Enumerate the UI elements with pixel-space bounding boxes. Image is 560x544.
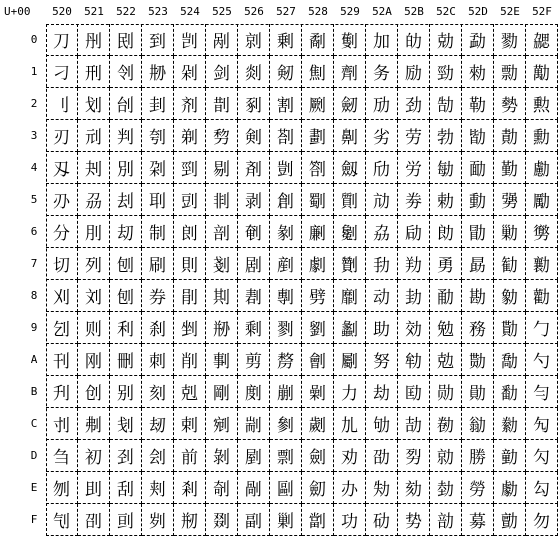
glyph-cell: 刈: [46, 280, 78, 312]
glyph-cell: 别: [110, 376, 142, 408]
glyph-cell: 劳: [398, 120, 430, 152]
glyph-cell: 則: [174, 248, 206, 280]
glyph-cell: 勧: [494, 248, 526, 280]
glyph-cell: 加: [366, 24, 398, 56]
column-header: 526: [244, 5, 264, 18]
glyph-cell: 勶: [526, 216, 558, 248]
glyph-cell: 劣: [366, 120, 398, 152]
glyph-cell: 剪: [238, 344, 270, 376]
glyph-cell: 劾: [398, 472, 430, 504]
glyph-cell: 割: [270, 88, 302, 120]
glyph-cell: 剕: [206, 184, 238, 216]
glyph-cell: 勭: [494, 440, 526, 472]
glyph-cell: 剽: [270, 440, 302, 472]
glyph-cell: 勑: [462, 56, 494, 88]
glyph-cell: 勢: [494, 88, 526, 120]
glyph-cell: 剨: [238, 280, 270, 312]
glyph-cell: 勺: [526, 344, 558, 376]
glyph-cell: 勼: [526, 408, 558, 440]
glyph-cell: 劧: [366, 248, 398, 280]
glyph-cell: 労: [398, 152, 430, 184]
glyph-cell: 剉: [174, 312, 206, 344]
glyph-cell: 剄: [174, 152, 206, 184]
glyph-cell: 分: [46, 216, 78, 248]
column-header: 52F: [532, 5, 552, 18]
glyph-cell: 劘: [334, 280, 366, 312]
glyph-cell: 勓: [462, 120, 494, 152]
glyph-cell: 刜: [78, 408, 110, 440]
glyph-cell: 判: [110, 120, 142, 152]
glyph-cell: 剳: [270, 120, 302, 152]
glyph-cell: 劒: [334, 88, 366, 120]
glyph-cell: 劁: [302, 56, 334, 88]
row-header: 0: [30, 33, 38, 46]
glyph-cell: 剏: [174, 504, 206, 536]
glyph-cell: 劯: [366, 504, 398, 536]
glyph-cell: 剬: [238, 408, 270, 440]
glyph-cell: 刦: [110, 184, 142, 216]
row-header: C: [30, 417, 38, 430]
glyph-cell: 剥: [238, 184, 270, 216]
glyph-cell: 勞: [462, 472, 494, 504]
column-header: 52A: [372, 5, 392, 18]
column-header: 523: [148, 5, 168, 18]
glyph-cell: 劤: [366, 152, 398, 184]
glyph-cell: 剎: [174, 472, 206, 504]
glyph-cell: 剅: [174, 184, 206, 216]
glyph-cell: 刾: [142, 472, 174, 504]
glyph-cell: 勪: [494, 344, 526, 376]
glyph-cell: 劸: [398, 280, 430, 312]
glyph-cell: 刑: [78, 56, 110, 88]
glyph-cell: 刱: [142, 56, 174, 88]
glyph-cell: 刳: [142, 120, 174, 152]
glyph-cell: 刧: [110, 216, 142, 248]
glyph-cell: 勲: [526, 88, 558, 120]
glyph-cell: 劂: [302, 88, 334, 120]
glyph-cell: 勇: [430, 248, 462, 280]
glyph-cell: 劍: [302, 440, 334, 472]
glyph-cell: 剞: [206, 472, 238, 504]
glyph-cell: 勴: [526, 152, 558, 184]
glyph-cell: 剮: [238, 472, 270, 504]
row-header: 9: [30, 321, 38, 334]
column-header: 52E: [500, 5, 520, 18]
glyph-cell: 劜: [334, 408, 366, 440]
glyph-cell: 剴: [270, 152, 302, 184]
glyph-cell: 刭: [110, 440, 142, 472]
glyph-cell: 劀: [302, 24, 334, 56]
glyph-cell: 勄: [430, 152, 462, 184]
glyph-cell: 剁: [174, 56, 206, 88]
row-header: E: [30, 481, 38, 494]
column-header: 52D: [468, 5, 488, 18]
glyph-cell: 刲: [142, 88, 174, 120]
column-header: 527: [276, 5, 296, 18]
glyph-cell: 勖: [462, 216, 494, 248]
glyph-cell: 功: [334, 504, 366, 536]
glyph-cell: 剸: [270, 280, 302, 312]
glyph-cell: 劆: [302, 216, 334, 248]
row-header: 3: [30, 129, 38, 142]
glyph-cell: 力: [334, 376, 366, 408]
glyph-cell: 刋: [46, 376, 78, 408]
glyph-cell: 利: [110, 312, 142, 344]
glyph-cell: 効: [398, 312, 430, 344]
glyph-cell: 剠: [238, 24, 270, 56]
glyph-cell: 劉: [302, 312, 334, 344]
row-header: 7: [30, 257, 38, 270]
glyph-cell: 办: [334, 472, 366, 504]
glyph-cell: 勘: [462, 280, 494, 312]
glyph-cell: 剜: [206, 408, 238, 440]
glyph-cell: 剔: [206, 152, 238, 184]
row-header: F: [30, 513, 38, 526]
glyph-cell: 劋: [302, 376, 334, 408]
row-header: 2: [30, 97, 38, 110]
glyph-cell: 劺: [398, 344, 430, 376]
glyph-cell: 劶: [398, 216, 430, 248]
glyph-cell: 剚: [206, 344, 238, 376]
glyph-cell: 劐: [334, 24, 366, 56]
glyph-cell: 刮: [110, 472, 142, 504]
glyph-cell: 刀: [46, 24, 78, 56]
glyph-cell: 努: [366, 344, 398, 376]
glyph-cell: 劅: [302, 184, 334, 216]
glyph-cell: 刔: [78, 152, 110, 184]
glyph-cell: 剟: [206, 504, 238, 536]
glyph-cell: 势: [398, 504, 430, 536]
glyph-cell: 剩: [238, 312, 270, 344]
glyph-cell: 刣: [110, 88, 142, 120]
glyph-cell: 劵: [398, 184, 430, 216]
row-header: 5: [30, 193, 38, 206]
glyph-cell: 勯: [494, 504, 526, 536]
glyph-cell: 劗: [334, 248, 366, 280]
row-header: 4: [30, 161, 38, 174]
glyph-cell: 励: [398, 56, 430, 88]
glyph-cell: 刂: [46, 88, 78, 120]
row-header: B: [30, 385, 38, 398]
glyph-cell: 剦: [238, 216, 270, 248]
glyph-cell: 勐: [462, 24, 494, 56]
glyph-cell: 刘: [78, 280, 110, 312]
glyph-cell: 勀: [430, 24, 462, 56]
glyph-cell: 募: [462, 504, 494, 536]
glyph-cell: 勅: [430, 184, 462, 216]
glyph-cell: 勵: [526, 184, 558, 216]
glyph-cell: 刅: [46, 184, 78, 216]
glyph-cell: 劷: [398, 248, 430, 280]
row-header: 6: [30, 225, 38, 238]
row-header: 1: [30, 65, 38, 78]
row-header: A: [30, 353, 38, 366]
glyph-cell: 勎: [430, 472, 462, 504]
glyph-cell: 刉: [46, 312, 78, 344]
glyph-cell: 切: [46, 248, 78, 280]
glyph-cell: 劽: [398, 440, 430, 472]
glyph-cell: 勬: [494, 408, 526, 440]
glyph-cell: 劲: [398, 88, 430, 120]
glyph-cell: 勱: [526, 56, 558, 88]
glyph-cell: 刕: [78, 184, 110, 216]
glyph-cell: 勃: [430, 120, 462, 152]
glyph-cell: 刄: [46, 152, 78, 184]
glyph-cell: 勋: [430, 376, 462, 408]
glyph-cell: 剆: [174, 216, 206, 248]
glyph-cell: 勈: [430, 280, 462, 312]
glyph-cell: 勍: [430, 440, 462, 472]
glyph-cell: 劇: [302, 248, 334, 280]
glyph-cell: 勳: [526, 120, 558, 152]
glyph-cell: 刃: [46, 120, 78, 152]
glyph-cell: 勠: [494, 24, 526, 56]
glyph-cell: 勉: [430, 312, 462, 344]
glyph-cell: 勥: [494, 184, 526, 216]
glyph-cell: 劑: [334, 56, 366, 88]
glyph-cell: 劄: [302, 152, 334, 184]
glyph-cell: 劚: [334, 344, 366, 376]
glyph-cell: 剣: [238, 120, 270, 152]
glyph-cell: 前: [174, 440, 206, 472]
glyph-cell: 到: [142, 24, 174, 56]
glyph-cell: 初: [78, 440, 110, 472]
glyph-cell: 剭: [238, 440, 270, 472]
glyph-cell: 剘: [206, 280, 238, 312]
glyph-cell: 剋: [174, 376, 206, 408]
glyph-cell: 勻: [526, 376, 558, 408]
glyph-cell: 劬: [366, 408, 398, 440]
glyph-cell: 创: [78, 376, 110, 408]
character-grid: [46, 24, 558, 536]
column-header: 52B: [404, 5, 424, 18]
column-header: 52C: [436, 5, 456, 18]
row-header: 8: [30, 289, 38, 302]
glyph-cell: 劎: [302, 472, 334, 504]
glyph-cell: 刽: [142, 440, 174, 472]
glyph-cell: 刴: [142, 152, 174, 184]
glyph-cell: 制: [142, 216, 174, 248]
glyph-cell: 劫: [366, 376, 398, 408]
glyph-cell: 劕: [334, 184, 366, 216]
glyph-cell: 勰: [526, 24, 558, 56]
glyph-cell: 刞: [78, 472, 110, 504]
glyph-cell: 勝: [462, 440, 494, 472]
glyph-cell: 劈: [302, 280, 334, 312]
glyph-cell: 刬: [110, 408, 142, 440]
glyph-cell: 剤: [238, 152, 270, 184]
glyph-cell: 剓: [206, 120, 238, 152]
glyph-cell: 勏: [430, 504, 462, 536]
glyph-cell: 刎: [46, 472, 78, 504]
glyph-cell: 劻: [398, 376, 430, 408]
glyph-cell: 剑: [206, 56, 238, 88]
glyph-cell: 刻: [142, 376, 174, 408]
glyph-cell: 刷: [142, 248, 174, 280]
glyph-cell: 勮: [494, 472, 526, 504]
glyph-cell: 劔: [334, 152, 366, 184]
glyph-cell: 勩: [494, 312, 526, 344]
glyph-cell: 剛: [206, 376, 238, 408]
glyph-cell: 剰: [270, 24, 302, 56]
glyph-cell: 勔: [462, 152, 494, 184]
glyph-cell: 剻: [270, 376, 302, 408]
glyph-cell: 勜: [462, 408, 494, 440]
glyph-cell: 刍: [46, 440, 78, 472]
glyph-cell: 剌: [174, 408, 206, 440]
column-header: 525: [212, 5, 232, 18]
glyph-cell: 劥: [366, 184, 398, 216]
glyph-cell: 刌: [46, 408, 78, 440]
glyph-cell: 券: [142, 280, 174, 312]
glyph-cell: 剧: [238, 248, 270, 280]
row-header: D: [30, 449, 38, 462]
glyph-cell: 勹: [526, 312, 558, 344]
glyph-cell: 劌: [302, 408, 334, 440]
column-header: 528: [308, 5, 328, 18]
glyph-cell: 勾: [526, 472, 558, 504]
glyph-cell: 剗: [206, 248, 238, 280]
glyph-cell: 劢: [366, 88, 398, 120]
glyph-cell: 勡: [494, 56, 526, 88]
glyph-cell: 剃: [174, 120, 206, 152]
glyph-cell: 刟: [78, 504, 110, 536]
glyph-cell: 剐: [206, 24, 238, 56]
glyph-cell: 刢: [110, 56, 142, 88]
glyph-cell: 劰: [398, 24, 430, 56]
glyph-cell: 剿: [270, 504, 302, 536]
glyph-cell: 剾: [270, 472, 302, 504]
glyph-cell: 刨: [110, 280, 142, 312]
glyph-cell: 列: [78, 248, 110, 280]
glyph-cell: 刼: [142, 408, 174, 440]
glyph-cell: 剼: [270, 408, 302, 440]
glyph-cell: 創: [270, 184, 302, 216]
glyph-cell: 副: [238, 504, 270, 536]
glyph-cell: 勚: [462, 344, 494, 376]
glyph-cell: 劼: [398, 408, 430, 440]
glyph-cell: 勽: [526, 440, 558, 472]
glyph-cell: 刓: [78, 120, 110, 152]
column-header: 521: [84, 5, 104, 18]
glyph-cell: 划: [78, 88, 110, 120]
glyph-cell: 剢: [238, 88, 270, 120]
glyph-cell: 刊: [46, 344, 78, 376]
glyph-cell: 剀: [174, 24, 206, 56]
glyph-cell: 勷: [526, 248, 558, 280]
glyph-cell: 剷: [270, 248, 302, 280]
glyph-cell: 勆: [430, 216, 462, 248]
glyph-cell: 劦: [366, 216, 398, 248]
glyph-cell: 劭: [366, 440, 398, 472]
glyph-cell: 刁: [46, 56, 78, 88]
glyph-cell: 劊: [302, 344, 334, 376]
glyph-cell: 剂: [174, 88, 206, 120]
glyph-cell: 別: [110, 152, 142, 184]
glyph-cell: 剫: [238, 376, 270, 408]
glyph-cell: 助: [366, 312, 398, 344]
glyph-cell: 刏: [46, 504, 78, 536]
glyph-cell: 劮: [366, 472, 398, 504]
glyph-cell: 剱: [270, 56, 302, 88]
glyph-cell: 动: [366, 280, 398, 312]
glyph-cell: 剶: [270, 216, 302, 248]
glyph-cell: 刵: [142, 184, 174, 216]
column-header: 522: [116, 5, 136, 18]
glyph-cell: 務: [462, 312, 494, 344]
glyph-cell: 剈: [174, 280, 206, 312]
glyph-cell: 勿: [526, 504, 558, 536]
glyph-cell: 動: [462, 184, 494, 216]
glyph-cell: 勣: [494, 120, 526, 152]
codepoint-prefix-label: U+00: [4, 5, 31, 18]
glyph-cell: 剙: [206, 312, 238, 344]
glyph-cell: 刡: [110, 24, 142, 56]
glyph-cell: 刨: [110, 248, 142, 280]
glyph-cell: 劝: [334, 440, 366, 472]
glyph-cell: 务: [366, 56, 398, 88]
glyph-cell: 刖: [78, 216, 110, 248]
glyph-cell: 勌: [430, 408, 462, 440]
glyph-cell: 勒: [462, 88, 494, 120]
glyph-cell: 刪: [110, 344, 142, 376]
glyph-cell: 削: [174, 344, 206, 376]
glyph-cell: 剖: [206, 216, 238, 248]
glyph-cell: 劏: [302, 504, 334, 536]
glyph-cell: 则: [78, 312, 110, 344]
glyph-cell: 劃: [302, 120, 334, 152]
glyph-cell: 勫: [494, 376, 526, 408]
glyph-cell: 刐: [78, 24, 110, 56]
glyph-cell: 勊: [430, 344, 462, 376]
glyph-cell: 劖: [334, 216, 366, 248]
glyph-cell: 刚: [78, 344, 110, 376]
glyph-cell: 勤: [494, 152, 526, 184]
glyph-cell: 剝: [206, 440, 238, 472]
glyph-cell: 勁: [430, 56, 462, 88]
glyph-cell: 勂: [430, 88, 462, 120]
column-header: 529: [340, 5, 360, 18]
glyph-cell: 剒: [206, 88, 238, 120]
glyph-cell: 劓: [334, 120, 366, 152]
glyph-cell: 刹: [142, 312, 174, 344]
glyph-cell: 勦: [494, 216, 526, 248]
column-header: 520: [52, 5, 72, 18]
glyph-cell: 剺: [270, 344, 302, 376]
glyph-cell: 勸: [526, 280, 558, 312]
glyph-cell: 勛: [462, 376, 494, 408]
glyph-cell: 劙: [334, 312, 366, 344]
glyph-cell: 剡: [238, 56, 270, 88]
glyph-cell: 刺: [142, 344, 174, 376]
glyph-cell: 勨: [494, 280, 526, 312]
column-header: 524: [180, 5, 200, 18]
glyph-cell: 刯: [110, 504, 142, 536]
glyph-cell: 剹: [270, 312, 302, 344]
glyph-cell: 刿: [142, 504, 174, 536]
glyph-cell: 勗: [462, 248, 494, 280]
